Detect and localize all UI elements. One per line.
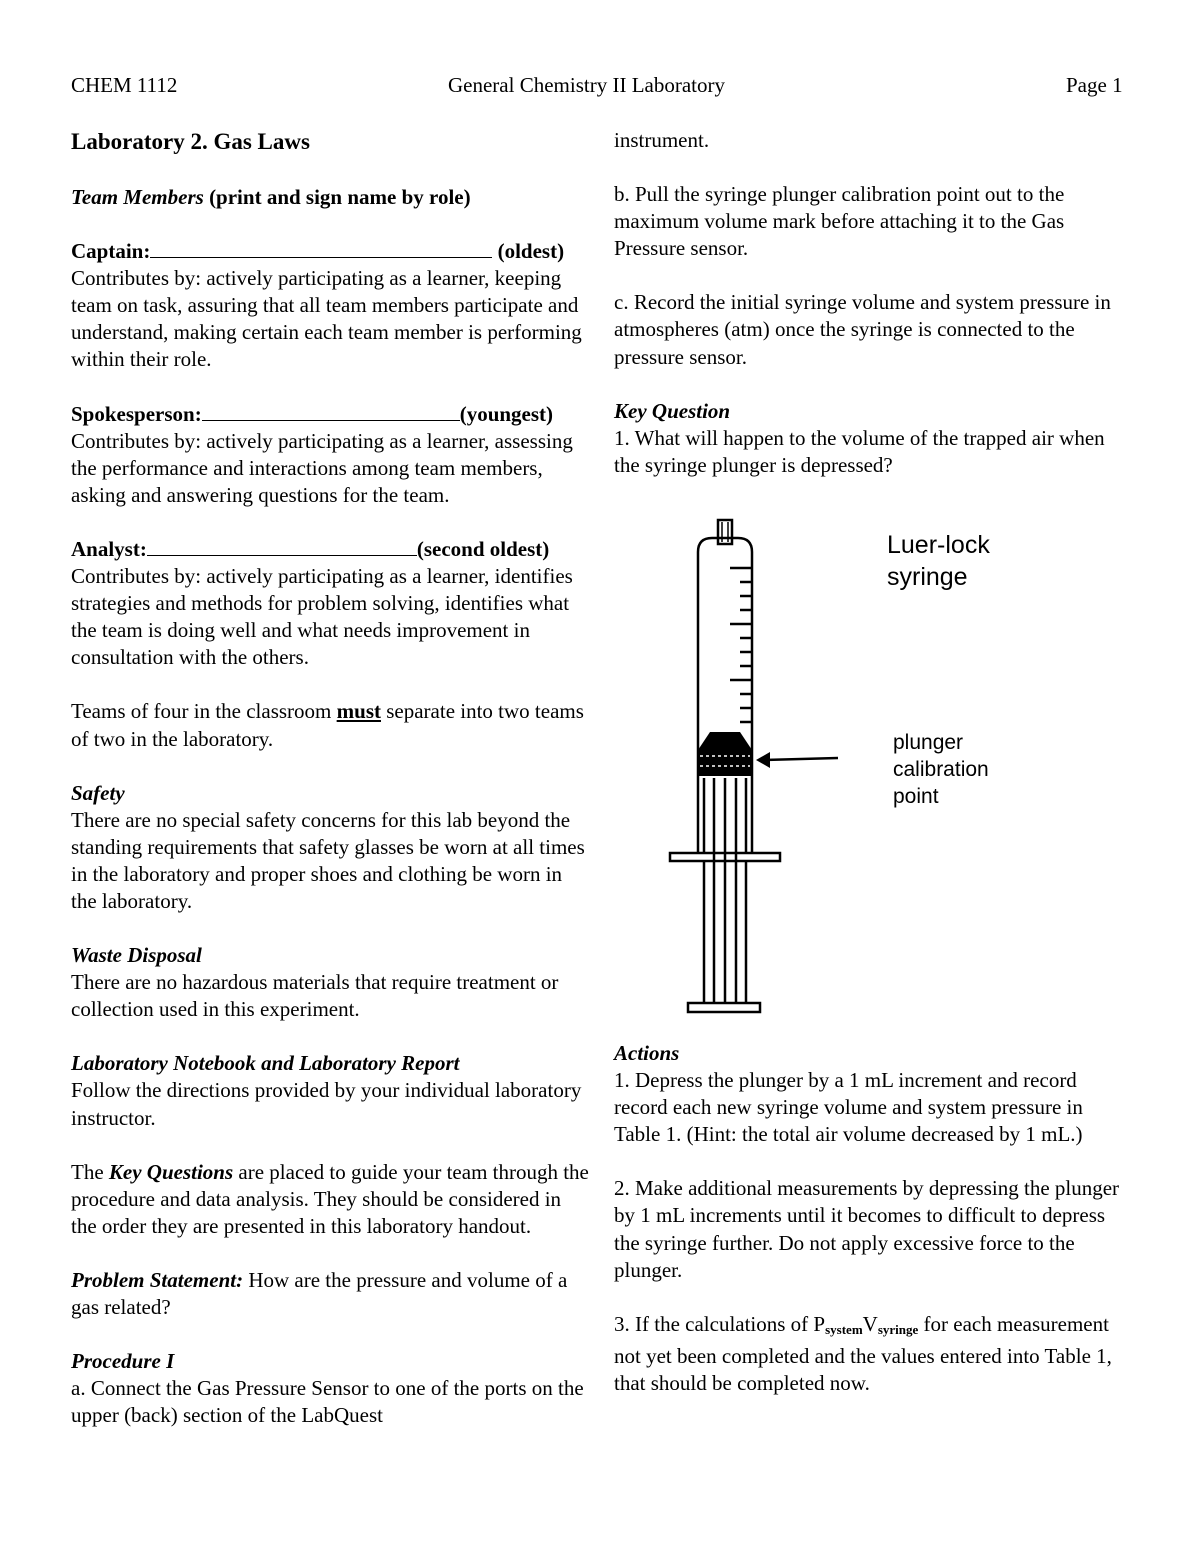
analyst-description: Contributes by: actively participating as a learner, identifies strategies and methods for problem solving, identifies what the team is doing well and what needs improvement in consultation with the others.	[71, 564, 573, 670]
team-members-heading	[71, 184, 591, 211]
teams-note	[71, 698, 591, 752]
spokesperson-name-blank[interactable]	[202, 403, 460, 421]
notebook-heading: Laboratory Notebook and Laboratory Report	[71, 1051, 460, 1076]
action-2: 2. Make additional measurements by depressing the plunger by 1 mL increments until it becomes to difficult to depress the syringe further. Do not apply excessive force to the plunger.	[614, 1176, 1120, 1282]
key-questions-note	[71, 1159, 591, 1240]
procedure-heading: Procedure I	[71, 1349, 175, 1374]
calibration-label	[893, 729, 989, 810]
analyst-note: (second oldest)	[416, 536, 550, 561]
action-3-pre: 3. If the calculations of P	[614, 1311, 826, 1336]
right-column-top	[614, 127, 1134, 479]
notebook-text: Follow the directions provided by your individual laboratory instructor.	[71, 1078, 582, 1130]
key-questions-pre: The	[71, 1159, 109, 1184]
waste-text: There are no hazardous materials that require treatment or collection used in this experiment.	[71, 970, 559, 1022]
lab-title: Laboratory 2. Gas Laws	[71, 129, 310, 154]
graduation-marks	[730, 568, 752, 722]
syringe-label-line-1: Luer-lock	[887, 531, 990, 559]
syringe-figure	[660, 510, 860, 1020]
syringe-label-line-2: syringe	[887, 563, 968, 591]
course-code: CHEM 1112	[71, 73, 178, 97]
plunger-stopper	[698, 732, 752, 776]
captain-description: Contributes by: actively participating as a learner, keeping team on task, assuring that all team members participate and understand, making certain each team member is performing within their role.	[71, 266, 582, 372]
syringe-tip	[718, 520, 732, 544]
key-questions-label: Key Questions	[108, 1159, 234, 1184]
right-column-bottom	[614, 1040, 1134, 1397]
problem-statement-text: How are the pressure and volume of a gas related?	[71, 1267, 568, 1319]
team-members-instruction: (print and sign name by role)	[203, 185, 471, 209]
syringe-label	[887, 529, 990, 593]
action-3-sub-syringe: syringe	[877, 1321, 919, 1337]
procedure-step-a-continued: instrument.	[614, 128, 710, 152]
teams-note-pre: Teams of four in the classroom	[71, 699, 337, 724]
captain-label: Captain:	[71, 239, 151, 264]
analyst-label: Analyst:	[71, 536, 147, 561]
safety-text: There are no special safety concerns for this lab beyond the standing requirements that safety glasses be worn at all times in the laboratory and proper shoes and clothing be worn in the laboratory.	[71, 807, 585, 913]
analyst-line	[71, 536, 591, 563]
spokesperson-line	[71, 401, 591, 428]
page-number: Page 1	[1066, 73, 1123, 97]
teams-note-post: separate into two teams of two in the laboratory.	[71, 699, 584, 751]
spokesperson-description: Contributes by: actively participating as a learner, assessing the performance and interactions among team members, asking and answering questions for the team.	[71, 428, 573, 507]
key-question-heading: Key Question	[614, 398, 731, 423]
document-title: General Chemistry II Laboratory	[448, 73, 725, 97]
captain-note: (oldest)	[492, 239, 565, 264]
action-3-sub-system: system	[825, 1321, 863, 1337]
procedure-step-c: c. Record the initial syringe volume and system pressure in atmospheres (atm) once the syringe is connected to the pressure sensor.	[614, 290, 1111, 369]
action-3-post: for each measurement not yet been completed and the values entered into Table 1, that should be completed now.	[614, 1311, 1112, 1395]
action-3	[614, 1311, 1134, 1397]
teams-note-must: must	[336, 699, 381, 724]
safety-heading: Safety	[71, 780, 125, 805]
key-question-1: 1. What will happen to the volume of the trapped air when the syringe plunger is depressed?	[614, 425, 1105, 477]
spokesperson-note: (youngest)	[459, 401, 554, 426]
calibration-label-line-1: plunger	[893, 731, 964, 754]
problem-statement	[71, 1267, 591, 1321]
action-1: 1. Depress the plunger by a 1 mL increment and record record each new syringe volume and system pressure in Table 1. (Hint: the total air volume decreased by 1 mL.)	[614, 1068, 1083, 1147]
procedure-step-a: a. Connect the Gas Pressure Sensor to one of the ports on the upper (back) section of the LabQuest	[71, 1376, 584, 1428]
captain-line	[71, 238, 591, 265]
key-questions-post: are placed to guide your team through the procedure and data analysis. They should be considered in the order they are presented in this laboratory handout.	[71, 1159, 589, 1238]
calibration-arrow	[764, 758, 838, 760]
waste-heading: Waste Disposal	[71, 943, 202, 968]
plunger-thumb-rest	[688, 1003, 760, 1012]
arrow-head	[756, 752, 770, 768]
analyst-name-blank[interactable]	[147, 538, 417, 556]
spokesperson-label: Spokesperson:	[71, 401, 202, 426]
action-3-v: V	[862, 1311, 878, 1336]
actions-heading: Actions	[614, 1041, 680, 1065]
procedure-step-b: b. Pull the syringe plunger calibration point out to the maximum volume mark before attaching it to the Gas Pressure sensor.	[614, 182, 1065, 261]
calibration-label-line-2: calibration	[893, 758, 989, 781]
problem-statement-label: Problem Statement:	[71, 1267, 244, 1292]
left-column	[71, 127, 591, 1429]
captain-name-blank[interactable]	[150, 240, 492, 258]
calibration-label-line-3: point	[893, 785, 939, 808]
team-members-label: Team Members	[71, 185, 204, 209]
